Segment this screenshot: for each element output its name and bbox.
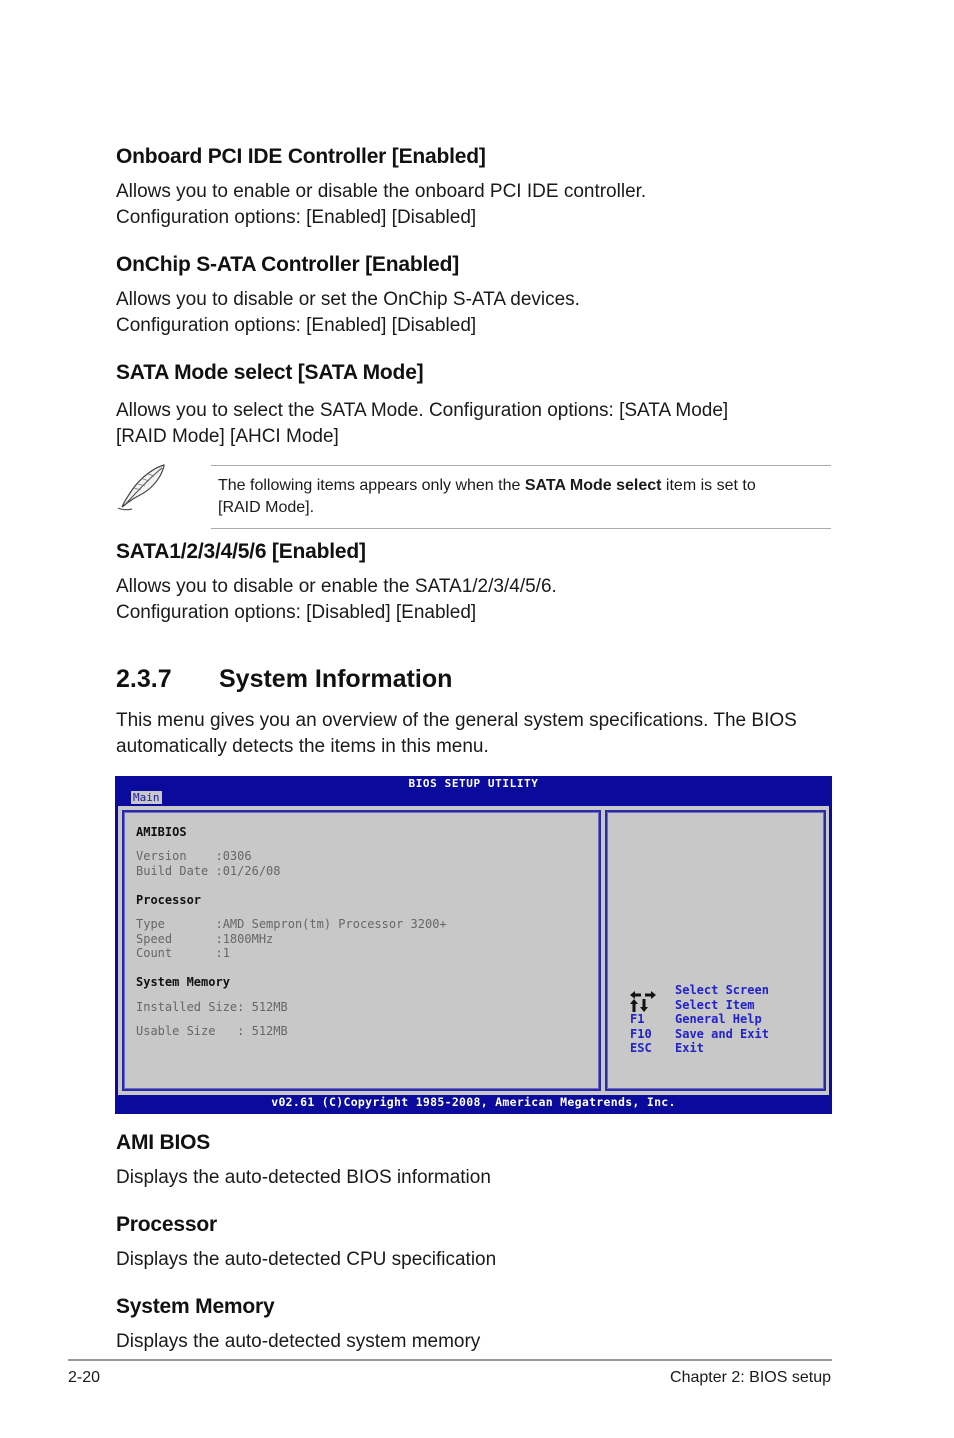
bios-memory-header: System Memory <box>136 975 230 989</box>
bios-screen <box>115 776 832 1114</box>
bios-help-action: Select Screen <box>675 983 769 997</box>
section-number: 2.3.7 <box>116 665 172 693</box>
page-section-title <box>116 665 452 694</box>
description-text: Displays the auto-detected system memory <box>116 1331 481 1352</box>
bios-amibios-header: AMIBIOS <box>136 825 187 839</box>
chapter-label: Chapter 2: BIOS setup <box>670 1369 831 1386</box>
description-text: Displays the auto-detected CPU specification <box>116 1249 497 1270</box>
description-heading: AMI BIOS <box>116 1131 211 1154</box>
section-heading: OnChip S-ATA Controller [Enabled] <box>116 253 459 276</box>
bios-cpu-type: Type :AMD Sempron(tm) Processor 3200+ <box>136 917 447 931</box>
description-text: Displays the auto-detected BIOS information <box>116 1167 491 1188</box>
section-text: This menu gives you an overview of the general system specifications. The BIOS <box>116 710 797 731</box>
bios-help-panel <box>603 806 829 1095</box>
bios-cpu-speed: Speed :1800MHz <box>136 932 274 946</box>
bios-help-action: General Help <box>675 1012 762 1026</box>
bios-cpu-count: Count :1 <box>136 946 230 960</box>
section-text: Configuration options: [Disabled] [Enabled] <box>116 602 477 623</box>
section-text: automatically detects the items in this menu. <box>116 736 489 757</box>
section-text: Configuration options: [Enabled] [Disabled] <box>116 315 477 336</box>
note-text <box>218 475 756 497</box>
bios-installed-size: Installed Size: 512MB <box>136 1000 288 1014</box>
bios-help-key: F10 <box>630 1027 652 1041</box>
section-text: Allows you to select the SATA Mode. Configuration options: [SATA Mode] <box>116 400 729 421</box>
section-text: Configuration options: [Enabled] [Disabled] <box>116 207 477 228</box>
quill-note-icon <box>114 462 168 512</box>
note-text-part: item is set to <box>661 477 756 494</box>
section-text: Allows you to enable or disable the onboard PCI IDE controller. <box>116 181 647 202</box>
bios-help-key: F1 <box>630 1012 645 1026</box>
section-text: [RAID Mode] [AHCI Mode] <box>116 426 339 447</box>
note-bold-term: SATA Mode select <box>524 477 662 494</box>
description-heading: Processor <box>116 1213 217 1236</box>
page-number: 2-20 <box>68 1369 101 1386</box>
bios-copyright: v02.61 (C)Copyright 1985-2008, American Megatrends, Inc. <box>271 1095 676 1109</box>
description-heading: System Memory <box>116 1295 275 1318</box>
bios-usable-size: Usable Size : 512MB <box>136 1024 288 1038</box>
section-heading: Onboard PCI IDE Controller [Enabled] <box>116 145 486 168</box>
footer-rule <box>68 1359 832 1361</box>
note-text-line2: [RAID Mode]. <box>218 499 315 516</box>
note-top-rule <box>211 465 831 466</box>
note-bottom-rule <box>211 528 831 529</box>
section-text: Allows you to disable or set the OnChip S-ATA devices. <box>116 289 580 310</box>
up-down-arrows-icon <box>630 997 648 1010</box>
left-right-arrows-icon <box>630 985 656 995</box>
section-title: System Information <box>219 665 453 693</box>
bios-title: BIOS SETUP UTILITY <box>408 777 539 790</box>
bios-help-action: Exit <box>675 1041 704 1055</box>
section-text: Allows you to disable or enable the SATA1/2/3/4/5/6. <box>116 576 557 597</box>
bios-version: Version :0306 <box>136 849 252 863</box>
bios-help-key: ESC <box>630 1041 652 1055</box>
note-text-part: The following items appears only when the <box>218 477 525 494</box>
bios-processor-header: Processor <box>136 893 202 907</box>
bios-build-date: Build Date :01/26/08 <box>136 864 281 878</box>
bios-info-panel <box>118 806 605 1095</box>
bios-tab-main[interactable]: Main <box>133 791 160 804</box>
bios-help-action: Save and Exit <box>675 1027 769 1041</box>
section-heading: SATA1/2/3/4/5/6 [Enabled] <box>116 540 366 563</box>
bios-help-action: Select Item <box>675 998 755 1012</box>
section-heading: SATA Mode select [SATA Mode] <box>116 361 424 384</box>
